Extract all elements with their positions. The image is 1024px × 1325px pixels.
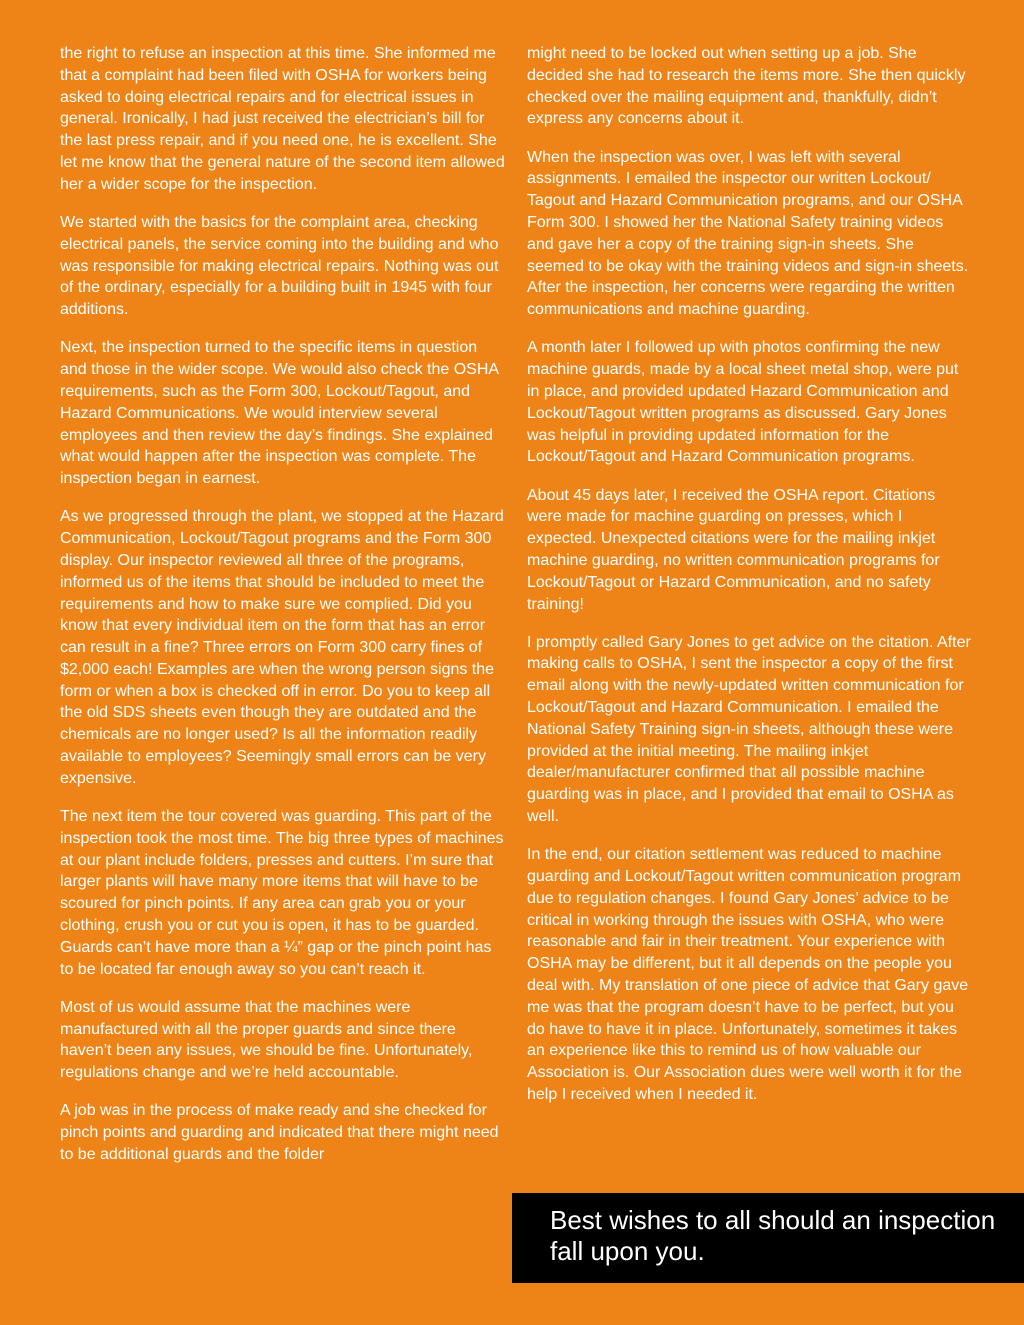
paragraph: the right to refuse an inspection at this time. She informed me that a complaint had been filed with OSHA for workers being asked to doing electrical repairs and for electrical issues in general. Ironically, I had just received the electrician’s bill for the last press repair, and if you need one, he is excellent. She let me know that the general nature of the second item allowed her a wider scope for the inspection. bbox=[60, 45, 505, 193]
paragraph: I promptly called Gary Jones to get advice on the citation. After making calls to OSHA, I sent the inspector a copy of the first email along with the newly-updated written communication for Lockout/Tagout and Hazard Communication. I emailed the National Safety Training sign-in sheets, although these were provided at the initial meeting. The mailing inkjet dealer/manufacturer confirmed that all possible machine guarding was in place, and I provided that email to OSHA as well. bbox=[527, 633, 971, 826]
right-column bbox=[527, 43, 972, 1122]
paragraph: A job was in the process of make ready and she checked for pinch points and guarding and indicated that there might need to be additional guards and the folder bbox=[60, 1102, 499, 1163]
closing-callout-box bbox=[512, 1193, 1024, 1283]
left-column bbox=[60, 43, 505, 1182]
paragraph: might need to be locked out when setting up a job. She decided she had to research the items more. She then quickly checked over the mailing equipment and, thankfully, didn’t express any concerns about it. bbox=[527, 45, 966, 128]
paragraph: Most of us would assume that the machines were manufactured with all the proper guards and since there haven’t been any issues, we should be fine. Unfortunately, regulations change and we’re held accountable. bbox=[60, 998, 473, 1082]
paragraph: Next, the inspection turned to the specific items in question and those in the wider scope. We would also check the OSHA requirements, such as the Form 300, Lockout/Tagout, and Hazard Communications. We would interview several employees and then review the day’s findings. She explained what would happen after the inspection was complete. The inspection began in earnest. bbox=[60, 339, 499, 488]
paragraph: The next item the tour covered was guarding. This part of the inspection took the most time. The big three types of machines at our plant include folders, presses and cutters. I’m sure that larger plants will have many more items that will have to be scoured for pinch points. If any area can grab you or your clothing, crush you or cut you is open, it has to be guarded. Guards can’t have more than a ¼” gap or the pinch point has to be located far enough away so you can’t reach it. bbox=[60, 808, 504, 978]
paragraph: When the inspection was over, I was left with several assignments. I emailed the inspector our written Lockout/ Tagout and Hazard Communication programs, and our OSHA Form 300. I showed her the National Safety training videos and gave her a copy of the training sign-in sheets. She seemed to be okay with the training videos and sign-in sheets. After the inspection, her concerns were regarding the written communications and machine guarding. bbox=[527, 148, 969, 319]
paragraph: In the end, our citation settlement was reduced to machine guarding and Lockout/Tagout written communication program due to regulation changes. I found Gary Jones’ advice to be critical in working through the issues with OSHA, who were reasonable and fair in their treatment. Your experience with OSHA may be different, but it all depends on the people you deal with. My translation of one piece of advice that Gary gave me was that the program doesn’t have to be perfect, but you do have to have it in place. Unfortunately, sometimes it takes an experience like this to remind us of how valuable our Association is. Our Association dues were well worth it for the help I received when I needed it. bbox=[527, 846, 969, 1104]
closing-callout-text: Best wishes to all should an inspection fall upon you. bbox=[550, 1205, 996, 1266]
paragraph: We started with the basics for the complaint area, checking electrical panels, the service coming into the building and who was responsible for making electrical repairs. Nothing was out of the ordinary, especially for a building built in 1945 with four additions. bbox=[60, 213, 499, 319]
paragraph: A month later I followed up with photos confirming the new machine guards, made by a local sheet metal shop, were put in place, and provided updated Hazard Communication and Lockout/Tagout written programs as discussed. Gary Jones was helpful in providing updated information for the Lockout/Tagout and Hazard Communication programs. bbox=[527, 339, 959, 466]
paragraph: As we progressed through the plant, we stopped at the Hazard Communication, Lockout/Tagout programs and the Form 300 display. Our inspector reviewed all three of the programs, informed us of the items that should be included to meet the requirements and how to make sure we complied. Did you know that every individual item on the form that has an error can result in a fine? Three errors on Form 300 carry fines of $2,000 each! Examples are when the wrong person signs the form or when a box is checked off in error. Do you to keep all the old SDS sheets even though they are outdated and the chemicals are no longer used? Is all the information readily available to employees? Seemingly small errors can be very expensive. bbox=[60, 508, 504, 787]
paragraph: About 45 days later, I received the OSHA report. Citations were made for machine guarding on presses, which I expected. Unexpected citations were for the mailing inkjet machine guarding, no written communication programs for Lockout/Tagout or Hazard Communication, and no safety training! bbox=[527, 486, 940, 613]
